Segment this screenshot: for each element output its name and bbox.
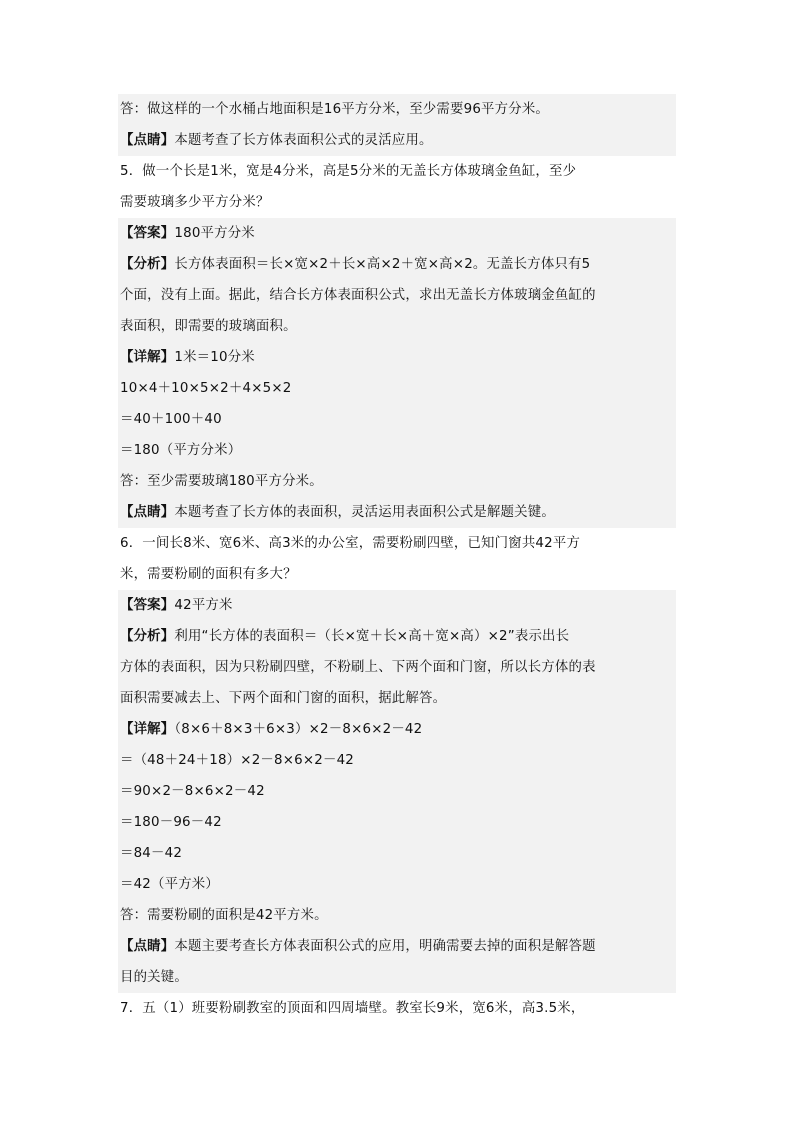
line-text: 本题考查了长方体表面积公式的灵活应用。 — [174, 133, 433, 148]
section-label: 【点睛】 — [120, 939, 175, 954]
line-text: ＝42（平方米） — [120, 877, 219, 892]
line-text: ＝84－42 — [120, 846, 183, 861]
line-text: 本题考查了长方体的表面积，灵活运用表面积公式是解题关键。 — [174, 505, 555, 520]
line-text: 目的关键。 — [120, 970, 188, 985]
line-text: 本题主要考查长方体表面积公式的应用，明确需要去掉的面积是解答题 — [174, 939, 596, 954]
text-line — [118, 931, 676, 962]
section-label: 【详解】 — [120, 350, 175, 365]
text-line — [118, 900, 676, 931]
text-line — [118, 156, 676, 187]
text-line — [118, 776, 676, 807]
text-line — [118, 869, 676, 900]
line-text: ＝180（平方分米） — [120, 443, 242, 458]
section-label: 【分析】 — [120, 629, 175, 644]
line-text: ＝180－96－42 — [120, 815, 222, 830]
text-line — [118, 280, 676, 311]
line-text: 5．做一个长是1米，宽是4分米，高是5分米的无盖长方体玻璃金鱼缸，至少 — [120, 164, 577, 179]
text-line — [118, 993, 676, 1024]
line-text: 需要玻璃多少平方分米？ — [120, 195, 270, 210]
text-line — [118, 218, 676, 249]
section-label: 【答案】 — [120, 598, 175, 613]
text-line — [118, 714, 676, 745]
text-line — [118, 342, 676, 373]
text-line — [118, 94, 676, 125]
text-line — [118, 683, 676, 714]
text-line — [118, 621, 676, 652]
line-text: ＝（48＋24＋18）×2－8×6×2－42 — [120, 753, 355, 768]
line-text: ＝90×2－8×6×2－42 — [120, 784, 265, 799]
section-label: 【点睛】 — [120, 505, 175, 520]
line-text: 利用“长方体的表面积＝（长×宽＋长×高＋宽×高）×2”表示出长 — [174, 629, 570, 644]
line-text: 10×4＋10×5×2＋4×5×2 — [120, 381, 292, 396]
line-text: 1米＝10分米 — [174, 350, 255, 365]
document-body — [118, 94, 676, 1024]
section-label: 【详解】 — [120, 722, 175, 737]
line-text: 表面积，即需要的玻璃面积。 — [120, 319, 297, 334]
line-text: 42平方米 — [174, 598, 233, 613]
line-text: ＝40＋100＋40 — [120, 412, 222, 427]
line-text: 个面，没有上面。据此，结合长方体表面积公式，求出无盖长方体玻璃金鱼缸的 — [120, 288, 596, 303]
text-line — [118, 838, 676, 869]
line-text: 180平方分米 — [174, 226, 255, 241]
text-line — [118, 249, 676, 280]
text-line — [118, 528, 676, 559]
line-text: 面积需要减去上、下两个面和门窗的面积，据此解答。 — [120, 691, 447, 706]
line-text: 长方体表面积＝长×宽×2＋长×高×2＋宽×高×2。无盖长方体只有5 — [174, 257, 591, 272]
line-text: 答：做这样的一个水桶占地面积是16平方分米，至少需要96平方分米。 — [120, 102, 550, 117]
text-line — [118, 497, 676, 528]
line-text: （8×6＋8×3＋6×3）×2－8×6×2－42 — [174, 722, 423, 737]
text-line — [118, 745, 676, 776]
text-line — [118, 311, 676, 342]
line-text: 6．一间长8米、宽6米、高3米的办公室，需要粉刷四壁，已知门窗共42平方 — [120, 536, 581, 551]
text-line — [118, 125, 676, 156]
text-line — [118, 652, 676, 683]
text-line — [118, 962, 676, 993]
section-label: 【分析】 — [120, 257, 175, 272]
text-line — [118, 435, 676, 466]
line-text: 答：至少需要玻璃180平方分米。 — [120, 474, 323, 489]
section-label: 【答案】 — [120, 226, 175, 241]
text-line — [118, 404, 676, 435]
section-label: 【点睛】 — [120, 133, 175, 148]
line-text: 7．五（1）班要粉刷教室的顶面和四周墙壁。教室长9米，宽6米，高3.5米， — [120, 1001, 585, 1016]
text-line — [118, 590, 676, 621]
text-line — [118, 559, 676, 590]
text-line — [118, 807, 676, 838]
line-text: 方体的表面积，因为只粉刷四壁，不粉刷上、下两个面和门窗，所以长方体的表 — [120, 660, 596, 675]
line-text: 米，需要粉刷的面积有多大？ — [120, 567, 297, 582]
text-line — [118, 373, 676, 404]
text-line — [118, 466, 676, 497]
line-text: 答：需要粉刷的面积是42平方米。 — [120, 908, 328, 923]
text-line — [118, 187, 676, 218]
